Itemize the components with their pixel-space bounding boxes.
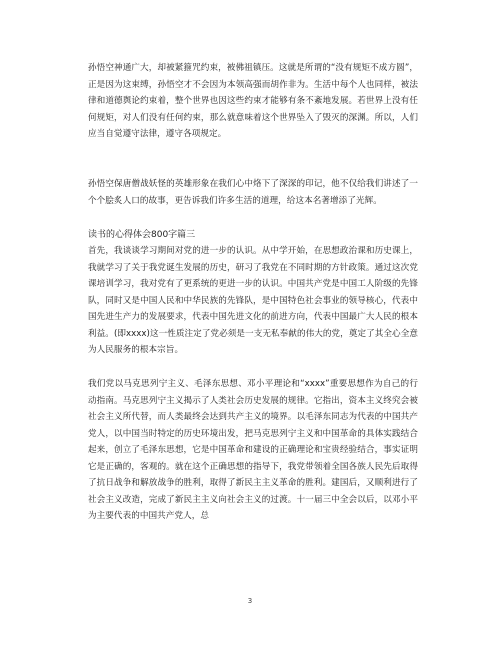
paragraph-guiding-ideology: 我们党以马克思列宁主义、毛泽东思想、邓小平理论和“xxxx”重要思想作为自己的行动指南。马克思列宁主义揭示了人类社会历史发展的规律。它指出，资本主义终究会被社会主义所代替，而人类最终会达到共产主义的境界。以毛泽东同志为代表的中国共产党人，以中国当时特定的历史环境出发，把马克思列宁主义和中国革命的具体实践结合起来，创立了毛泽东思想，它是中国革命和建设的正确理论和宝贵经验结合，事实证明它是正确的，客观的。就在这个正确思想的指导下，我党带领着全国各族人民先后取得了抗日战争和解放战争的胜利，取得了新民主主义革命的胜利。建国后，又顺利进行了社会主义改造，完成了新民主主义向社会主义的过渡。十一届三中全会以后，以邓小平为主要代表的中国共产党人，总: [88, 379, 418, 521]
section-heading: 读书的心得体会800字篇三: [88, 230, 196, 240]
paragraph-hero-image: 孙悟空保唐僧战妖怪的英雄形象在我们心中烙下了深深的印记，他不仅给我们讲述了一个个脍炙人口的故事，更告诉我们许多生活的道理，给这本名著增添了光辉。: [88, 179, 418, 206]
paragraph-party-understanding: 首先，我谈谈学习期间对党的进一步的认识。从中学开始，在思想政治课和历史课上，我就学习了关于我党诞生发展的历史，研习了我党在不同时期的方针政策。通过这次党课培训学习，我对党有了更系统的更进一步的认识。中国共产党是中国工人阶级的先锋队，同时又是中国人民和中华民族的先锋队，是中国特色社会事业的领导核心，代表中国先进生产力的发展要求，代表中国先进文化的前进方向，代表中国最广大人民的根本利益。(即xxxx)这一性质注定了党必须是一支无私奉献的伟大的党，奠定了其全心全意为人民服务的根本宗旨。: [88, 246, 418, 355]
paragraph-sun-wukong-rules: 孙悟空神通广大，却被紧箍咒约束，被佛祖镇压。这就是所谓的“没有规矩不成方圆”，正是因为这束缚，孙悟空才不会因为本领高强而胡作非为。生活中每个人也同样，被法律和道德舆论约束着，整个世界也因这些约束才能够有条不紊地发展。若世界上没有任何规矩，对人们没有任何约束，那么就意味着这个世界坠入了毁灭的深渊。所以，人们应当自觉遵守法律，遵守各项规定。: [88, 63, 418, 139]
page-number: 3: [247, 597, 253, 605]
